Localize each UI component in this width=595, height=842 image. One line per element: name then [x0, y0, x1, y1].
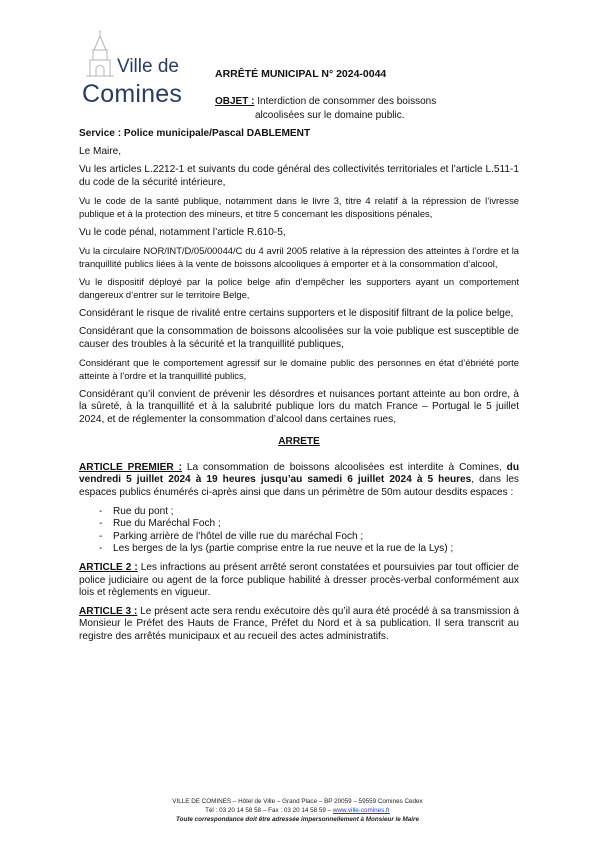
- arrete-heading: ARRETE: [278, 436, 320, 448]
- footer-phone-fax: Tél : 03 20 14 58 58 – Fax : 03 20 14 58 59 –: [205, 807, 333, 814]
- list-item: - Parking arrière de l’hôtel de ville rue du maréchal Foch ;: [99, 531, 519, 544]
- list-item: - Rue du pont ;: [99, 506, 519, 519]
- article-2-text: Les infractions au présent arrêté seront constatées et poursuivies par tout officier de police judiciaire ou agent de la force publique habilité à dresser procès-verbal conformément aux lois et règlements en vigueur.: [79, 562, 519, 599]
- street-list: [79, 506, 519, 556]
- visa-code-penal: Vu le code pénal, notamment l’article R.610-5,: [79, 226, 286, 238]
- considerant-match: Considérant qu’il convient de prévenir les désordres et nuisances portant atteinte au bon ordre, à la sûreté, à la tranquillité et à la salubrité publique lors du match France – Portugal le 5 juillet 2024, et de réglementer la consommation d’alcool dans certaines rues,: [79, 388, 519, 425]
- article-premier: [79, 462, 519, 500]
- visa-circulaire: Vu la circulaire NOR/INT/D/05/00044/C du 4 avril 2005 relative à la répression des atteintes à l’ordre et la tranquillité publics liées à la vente de boissons alcooliques à emporter et à la consommation d’alcool,: [79, 245, 519, 269]
- article-2-label: ARTICLE 2 :: [79, 562, 138, 574]
- logo-ville-de: Ville de: [117, 56, 179, 77]
- visa-code-collectivites: Vu les articles L.2212-1 et suivants du code général des collectivités territoriales et l’article L.511-1 du code de la sécurité intérieure,: [79, 164, 519, 188]
- considerant-rivalite: Considérant le risque de rivalité entre certains supporters et le dispositif filtrant de la police belge,: [79, 307, 514, 319]
- page-footer: [0, 797, 595, 824]
- city-logo: [80, 28, 195, 112]
- article-2: [79, 562, 519, 600]
- list-item: - Rue du Maréchal Foch ;: [99, 518, 519, 531]
- article-3-label: ARTICLE 3 :: [79, 605, 138, 617]
- logo-comines: Comines: [82, 80, 183, 108]
- church-tower-icon: [80, 28, 120, 78]
- visa-police-belge: Vu le dispositif déployé par la police belge afin d’empêcher les supporters ayant un comportement dangereux d’entrer sur le territoire Belge,: [79, 276, 519, 300]
- document-body: [79, 128, 519, 650]
- article-3: [79, 606, 519, 644]
- objet-label: OBJET :: [215, 96, 255, 107]
- website-link[interactable]: www.ville-comines.fr: [332, 807, 390, 814]
- visa-code-sante: Vu le code de la santé publique, notamment dans le livre 3, titre 4 relatif à la répression de l’ivresse publique et à la protection des mineurs, et titre 5 concernant les dispositions pénales,: [79, 195, 519, 219]
- objet-line-2: alcoolisées sur le domaine public.: [255, 110, 405, 121]
- considerant-consommation: Considérant que la consommation de boissons alcoolisées sur la voie publique est susceptible de causer des troubles à la sécurité et la tranquillité publiques,: [79, 326, 519, 350]
- article-premier-text-b: , dans les espaces publics énumérés ci-après ainsi que dans un périmètre de 50m autour desdits espaces :: [79, 474, 519, 499]
- le-maire: Le Maire,: [79, 145, 122, 157]
- article-3-text: Le présent acte sera rendu exécutoire dès qu’il aura été procédé à sa transmission à Monsieur le Préfet des Hauts de France, Préfet du Nord et à sa publication. Il sera transcrit au registre des arrêtés municipaux et au recueil des actes administratifs.: [79, 605, 519, 642]
- footer-notice: Toute correspondance doit être adressée impersonnellement à Monsieur le Maire: [176, 816, 419, 823]
- list-item: - Les berges de la lys (partie comprise entre la rue neuve et la rue de la Lys) ;: [99, 543, 519, 556]
- footer-contact: [0, 806, 595, 815]
- document-title: ARRÊTÉ MUNICIPAL N° 2024-0044: [215, 68, 387, 80]
- considerant-comportement: Considérant que le comportement agressif sur le domaine public des personnes en état d’ébriété porte atteinte à l’ordre et la tranquillité publics,: [79, 357, 519, 381]
- article-premier-text-a: La consommation de boissons alcoolisées est interdite à Comines,: [181, 461, 507, 473]
- footer-address: VILLE DE COMINES – Hôtel de Ville – Grand Place – BP 20059 – 59559 Comines Cedex: [172, 798, 423, 805]
- objet-line-1: Interdiction de consommer des boissons: [254, 96, 437, 107]
- objet-block: [215, 95, 455, 123]
- article-premier-label: ARTICLE PREMIER :: [79, 461, 182, 473]
- service-line: Service : Police municipale/Pascal DABLEMENT: [79, 128, 311, 139]
- article-premier-dates: du vendredi 5 juillet 2024 à 19 heures jusqu’au samedi 6 juillet 2024 à 5 heures: [79, 461, 519, 486]
